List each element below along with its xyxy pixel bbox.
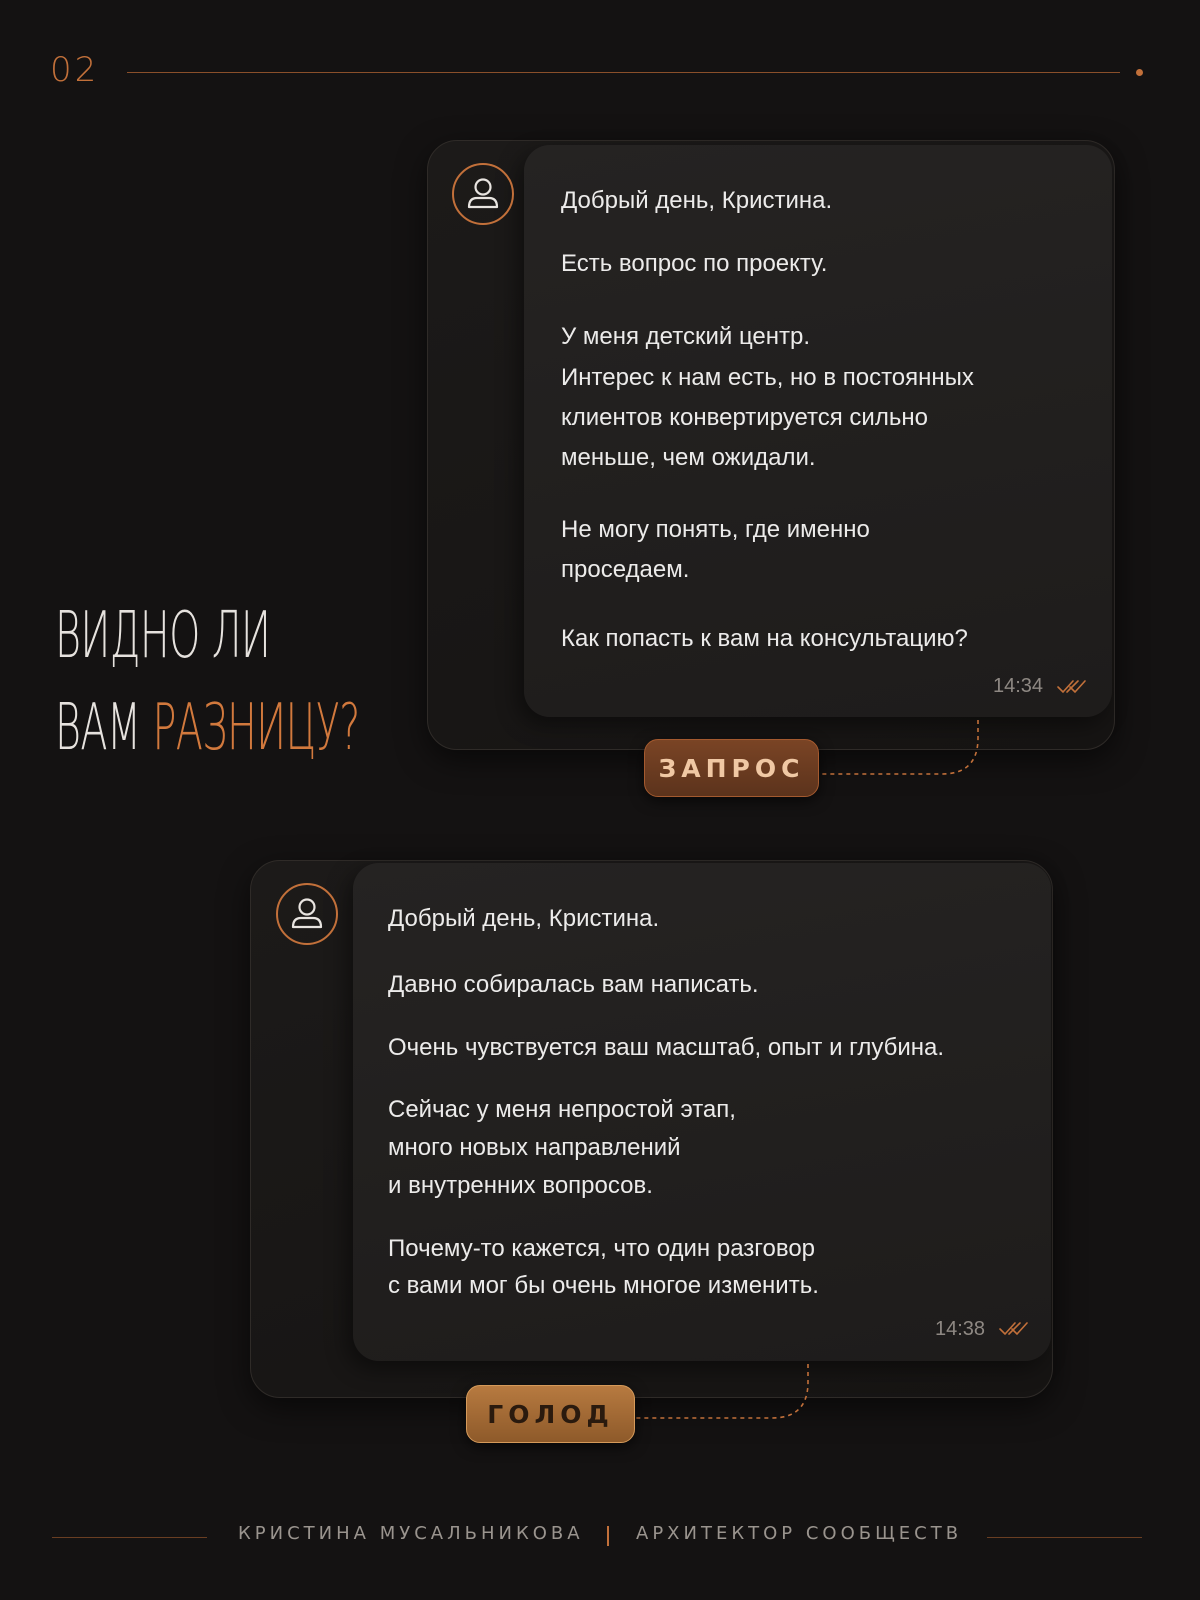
message-line: Не могу понять, где именно [561, 516, 870, 543]
double-check-icon [1056, 678, 1088, 696]
message-line: Интерес к нам есть, но в постоянных [561, 364, 974, 391]
message-line: много новых направлений [388, 1134, 681, 1161]
message-time: 14:38 [935, 1318, 986, 1340]
message-line: клиентов конвертируется сильно [561, 404, 928, 431]
footer-divider-left [52, 1537, 207, 1538]
header-divider-dot [1136, 69, 1143, 76]
footer-role: АРХИТЕКТОР СООБЩЕСТВ [636, 1523, 963, 1544]
message-line: Давно собиралась вам написать. [388, 971, 759, 998]
footer-name: КРИСТИНА МУСАЛЬНИКОВА [238, 1523, 584, 1544]
footer-divider-right [987, 1537, 1142, 1538]
double-check-icon [998, 1320, 1030, 1338]
tag-connector-hunger [634, 1362, 834, 1442]
headline-line-2 [55, 682, 360, 774]
headline-line-1: ВИДНО ЛИ [55, 599, 271, 673]
footer-separator [607, 1526, 609, 1546]
tag-connector-request [818, 718, 1018, 798]
message-line: Как попасть к вам на консультацию? [561, 625, 968, 652]
message-line: Сейчас у меня непростой этап, [388, 1096, 736, 1123]
message-line: Есть вопрос по проекту. [561, 250, 828, 277]
message-time: 14:34 [993, 675, 1044, 697]
message-line: и внутренних вопросов. [388, 1172, 653, 1199]
tag-hunger: ГОЛОД [466, 1385, 635, 1443]
message-line: Очень чувствуется ваш масштаб, опыт и глубина. [388, 1034, 945, 1061]
headline [55, 590, 360, 774]
message-line: Почему-то кажется, что один разговор [388, 1235, 816, 1262]
page-number: 02 [50, 50, 100, 90]
message-line: Добрый день, Кристина. [561, 187, 833, 214]
user-icon [463, 174, 503, 214]
avatar [276, 883, 338, 945]
message-line: с вами мог бы очень многое изменить. [388, 1272, 819, 1299]
tag-request: ЗАПРОС [644, 739, 819, 797]
avatar [452, 163, 514, 225]
user-icon [287, 894, 327, 934]
message-line: Добрый день, Кристина. [388, 905, 660, 932]
message-line: меньше, чем ожидали. [561, 444, 816, 471]
message-line: У меня детский центр. [561, 323, 811, 350]
message-line: проседаем. [561, 556, 690, 583]
headline-prefix: ВАМ [55, 691, 141, 765]
headline-accent: РАЗНИЦУ? [152, 691, 360, 765]
header-divider [127, 72, 1120, 73]
